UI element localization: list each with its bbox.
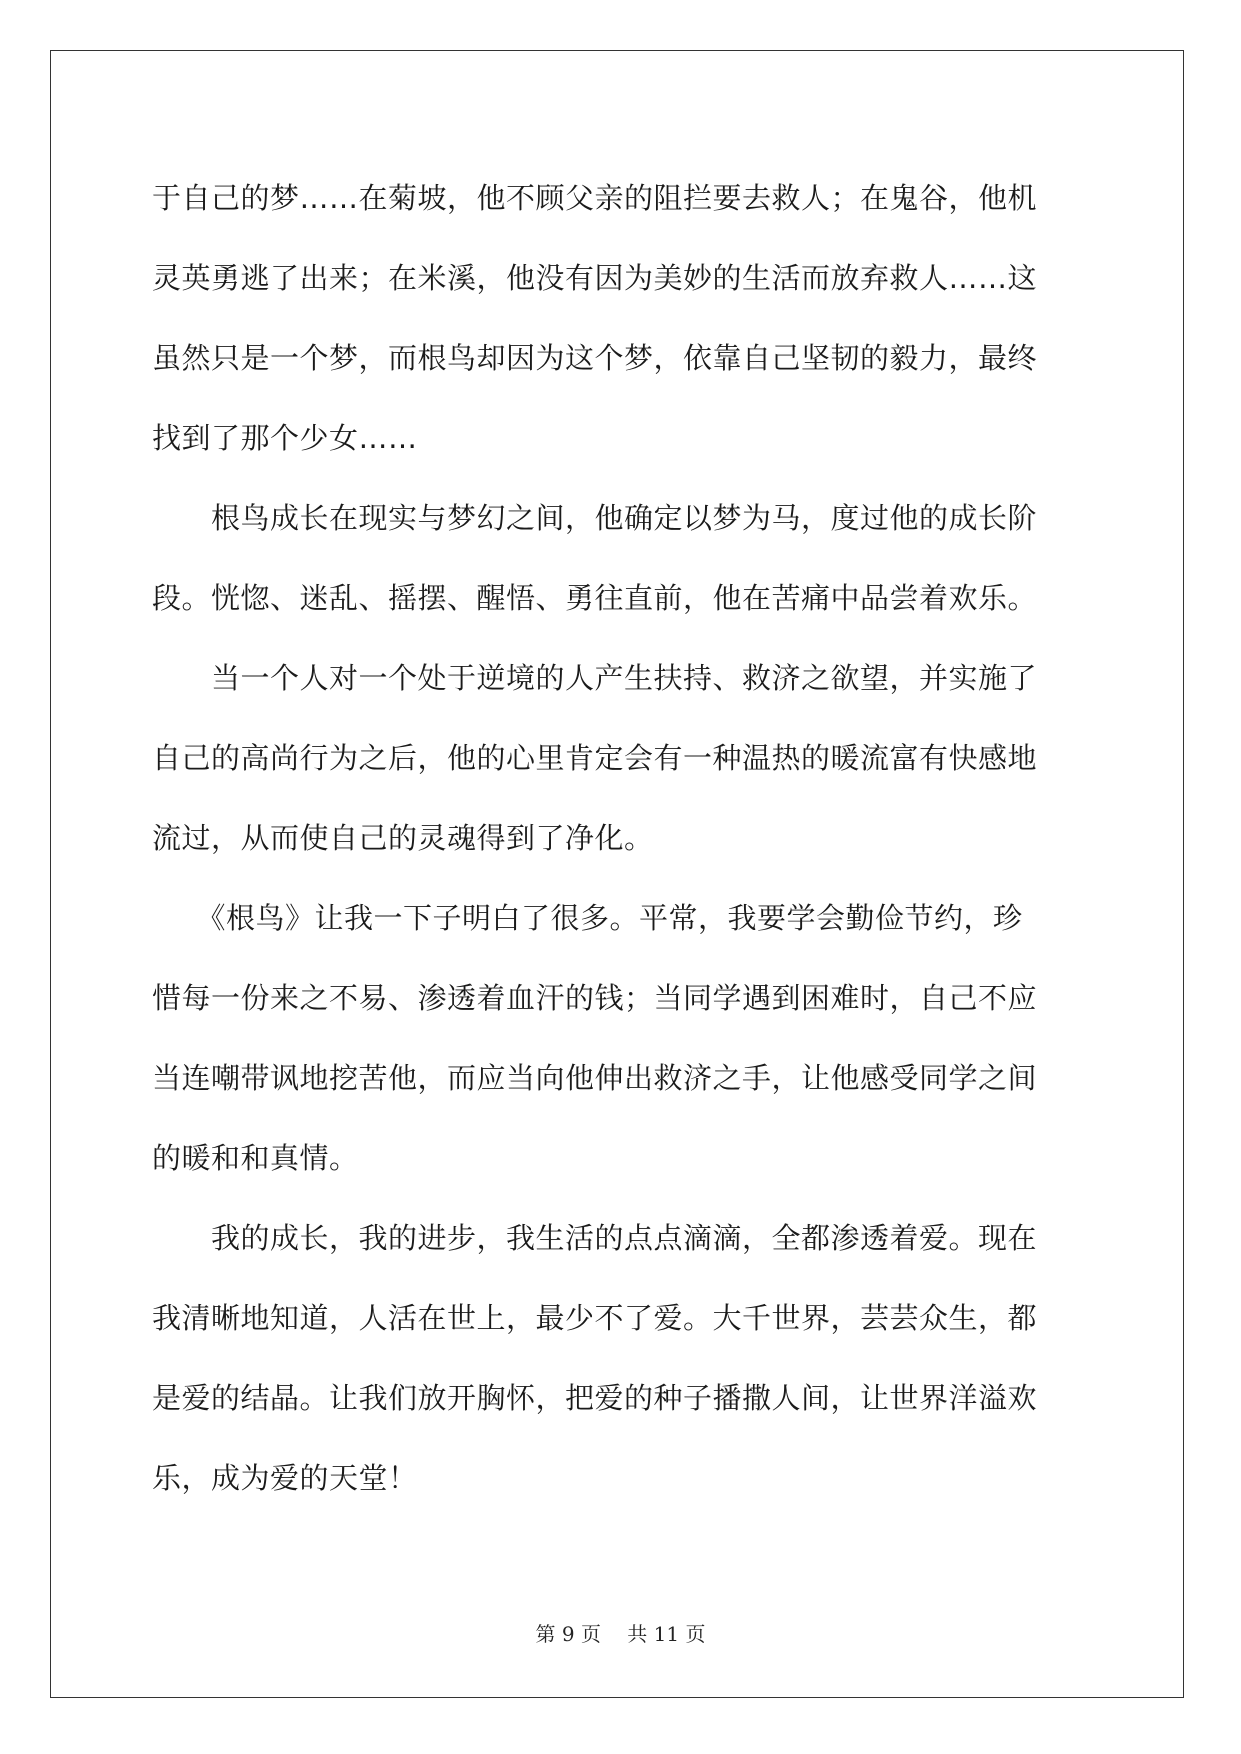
text-line: 虽然只是一个梦，而根鸟却因为这个梦，依靠自己坚韧的毅力，最终 xyxy=(152,341,1038,375)
text-line: 是爱的结晶。让我们放开胸怀，把爱的种子播撒人间，让世界洋溢欢 xyxy=(152,1381,1038,1415)
text-line: 灵英勇逃了出来；在米溪，他没有因为美妙的生活而放弃救人……这 xyxy=(152,261,1038,295)
page-number-label: 第 9 页 共 11 页 xyxy=(535,1622,706,1646)
text-line: 于自己的梦……在菊坡，他不顾父亲的阻拦要去救人；在鬼谷，他机 xyxy=(152,181,1038,215)
page-footer xyxy=(0,1618,1241,1647)
text-line: 惜每一份来之不易、渗透着血汗的钱；当同学遇到困难时，自己不应 xyxy=(152,981,1038,1015)
text-line: 段。恍惚、迷乱、摇摆、醒悟、勇往直前，他在苦痛中品尝着欢乐。 xyxy=(152,581,1038,615)
text-line: 的暖和和真情。 xyxy=(152,1141,359,1175)
text-line: 我清晰地知道，人活在世上，最少不了爱。大千世界，芸芸众生，都 xyxy=(152,1301,1038,1335)
text-line: 流过，从而使自己的灵魂得到了净化。 xyxy=(152,821,654,855)
text-line: 当连嘲带讽地挖苦他，而应当向他伸出救济之手，让他感受同学之间 xyxy=(152,1061,1038,1095)
text-line: 《根鸟》让我一下子明白了很多。平常，我要学会勤俭节约，珍 xyxy=(152,901,1023,935)
document-body xyxy=(152,158,1086,1518)
text-line: 找到了那个少女…… xyxy=(152,421,418,455)
text-line: 自己的高尚行为之后，他的心里肯定会有一种温热的暖流富有快感地 xyxy=(152,741,1038,775)
text-line: 乐，成为爱的天堂！ xyxy=(152,1461,418,1495)
text-line: 当一个人对一个处于逆境的人产生扶持、救济之欲望，并实施了 xyxy=(152,661,1038,695)
text-line: 根鸟成长在现实与梦幻之间，他确定以梦为马，度过他的成长阶 xyxy=(152,501,1038,535)
text-line: 我的成长，我的进步，我生活的点点滴滴，全都渗透着爱。现在 xyxy=(152,1221,1038,1255)
